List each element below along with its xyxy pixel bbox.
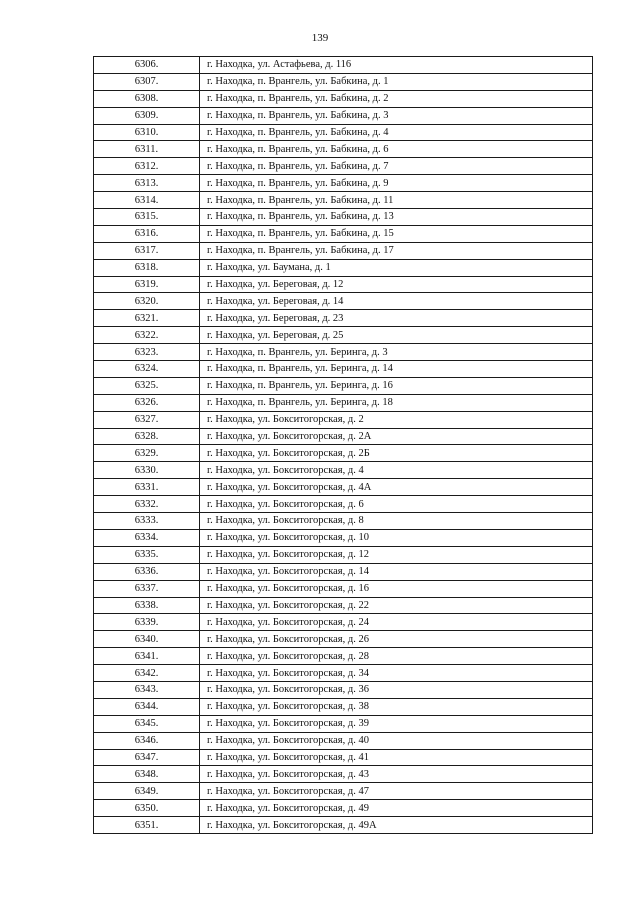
row-number: 6341. [94, 648, 200, 665]
row-number: 6336. [94, 563, 200, 580]
row-number: 6322. [94, 327, 200, 344]
row-address: г. Находка, ул. Бокситогорская, д. 6 [200, 496, 593, 513]
address-table [93, 56, 593, 834]
table-row [94, 344, 593, 361]
row-number: 6345. [94, 715, 200, 732]
row-number: 6314. [94, 192, 200, 209]
row-number: 6335. [94, 546, 200, 563]
table-row [94, 597, 593, 614]
row-address: г. Находка, п. Врангель, ул. Бабкина, д. 17 [200, 242, 593, 259]
row-number: 6324. [94, 361, 200, 378]
table-row [94, 580, 593, 597]
table-row [94, 513, 593, 530]
table-row [94, 327, 593, 344]
row-number: 6313. [94, 175, 200, 192]
row-address: г. Находка, ул. Баумана, д. 1 [200, 259, 593, 276]
row-number: 6346. [94, 732, 200, 749]
row-number: 6333. [94, 513, 200, 530]
row-address: г. Находка, п. Врангель, ул. Беринга, д. 18 [200, 394, 593, 411]
row-address: г. Находка, ул. Бокситогорская, д. 12 [200, 546, 593, 563]
row-number: 6309. [94, 107, 200, 124]
table-row [94, 293, 593, 310]
address-table-body [94, 57, 593, 834]
table-row [94, 479, 593, 496]
table-row [94, 681, 593, 698]
row-address: г. Находка, ул. Бокситогорская, д. 28 [200, 648, 593, 665]
table-row [94, 529, 593, 546]
row-number: 6332. [94, 496, 200, 513]
row-address: г. Находка, ул. Бокситогорская, д. 16 [200, 580, 593, 597]
row-address: г. Находка, п. Врангель, ул. Беринга, д. 14 [200, 361, 593, 378]
row-address: г. Находка, п. Врангель, ул. Бабкина, д. 7 [200, 158, 593, 175]
table-row [94, 496, 593, 513]
table-row [94, 158, 593, 175]
row-address: г. Находка, ул. Бокситогорская, д. 2А [200, 428, 593, 445]
row-number: 6348. [94, 766, 200, 783]
table-row [94, 800, 593, 817]
table-row [94, 715, 593, 732]
table-row [94, 141, 593, 158]
row-address: г. Находка, ул. Бокситогорская, д. 41 [200, 749, 593, 766]
table-row [94, 242, 593, 259]
row-number: 6330. [94, 462, 200, 479]
row-address: г. Находка, ул. Бокситогорская, д. 2 [200, 411, 593, 428]
table-row [94, 766, 593, 783]
row-number: 6310. [94, 124, 200, 141]
row-address: г. Находка, ул. Бокситогорская, д. 38 [200, 698, 593, 715]
row-number: 6317. [94, 242, 200, 259]
row-address: г. Находка, ул. Бокситогорская, д. 4 [200, 462, 593, 479]
row-number: 6351. [94, 817, 200, 834]
table-row [94, 276, 593, 293]
table-row [94, 732, 593, 749]
row-number: 6331. [94, 479, 200, 496]
row-address: г. Находка, ул. Береговая, д. 12 [200, 276, 593, 293]
row-address: г. Находка, п. Врангель, ул. Бабкина, д. 2 [200, 90, 593, 107]
table-row [94, 259, 593, 276]
row-number: 6320. [94, 293, 200, 310]
row-address: г. Находка, п. Врангель, ул. Беринга, д. 16 [200, 377, 593, 394]
row-number: 6311. [94, 141, 200, 158]
row-number: 6316. [94, 225, 200, 242]
row-number: 6327. [94, 411, 200, 428]
table-row [94, 192, 593, 209]
row-address: г. Находка, ул. Бокситогорская, д. 47 [200, 783, 593, 800]
table-row [94, 90, 593, 107]
table-row [94, 73, 593, 90]
row-number: 6308. [94, 90, 200, 107]
table-row [94, 428, 593, 445]
row-number: 6321. [94, 310, 200, 327]
row-address: г. Находка, ул. Бокситогорская, д. 49 [200, 800, 593, 817]
table-row [94, 225, 593, 242]
row-address: г. Находка, ул. Бокситогорская, д. 34 [200, 665, 593, 682]
row-number: 6323. [94, 344, 200, 361]
row-address: г. Находка, ул. Бокситогорская, д. 22 [200, 597, 593, 614]
table-row [94, 377, 593, 394]
row-address: г. Находка, ул. Бокситогорская, д. 2Б [200, 445, 593, 462]
row-address: г. Находка, ул. Бокситогорская, д. 26 [200, 631, 593, 648]
table-row [94, 563, 593, 580]
page-number: 139 [311, 32, 329, 44]
table-row [94, 462, 593, 479]
row-number: 6307. [94, 73, 200, 90]
table-row [94, 614, 593, 631]
row-address: г. Находка, п. Врангель, ул. Бабкина, д. 13 [200, 209, 593, 226]
table-row [94, 648, 593, 665]
row-number: 6334. [94, 529, 200, 546]
row-number: 6344. [94, 698, 200, 715]
table-row [94, 698, 593, 715]
row-address: г. Находка, п. Врангель, ул. Бабкина, д. 1 [200, 73, 593, 90]
row-address: г. Находка, ул. Береговая, д. 25 [200, 327, 593, 344]
row-address: г. Находка, ул. Береговая, д. 23 [200, 310, 593, 327]
row-number: 6350. [94, 800, 200, 817]
row-number: 6325. [94, 377, 200, 394]
row-number: 6349. [94, 783, 200, 800]
row-number: 6340. [94, 631, 200, 648]
table-row [94, 394, 593, 411]
row-address: г. Находка, ул. Бокситогорская, д. 49А [200, 817, 593, 834]
table-row [94, 445, 593, 462]
row-number: 6306. [94, 57, 200, 74]
table-row [94, 310, 593, 327]
row-number: 6347. [94, 749, 200, 766]
row-address: г. Находка, ул. Бокситогорская, д. 39 [200, 715, 593, 732]
table-row [94, 107, 593, 124]
row-number: 6343. [94, 681, 200, 698]
table-row [94, 665, 593, 682]
row-address: г. Находка, ул. Бокситогорская, д. 8 [200, 513, 593, 530]
row-address: г. Находка, п. Врангель, ул. Бабкина, д. 11 [200, 192, 593, 209]
row-address: г. Находка, ул. Астафьева, д. 116 [200, 57, 593, 74]
row-number: 6342. [94, 665, 200, 682]
row-address: г. Находка, п. Врангель, ул. Бабкина, д. 4 [200, 124, 593, 141]
table-row [94, 411, 593, 428]
row-address: г. Находка, п. Врангель, ул. Бабкина, д. 9 [200, 175, 593, 192]
table-row [94, 175, 593, 192]
table-row [94, 817, 593, 834]
row-address: г. Находка, ул. Бокситогорская, д. 40 [200, 732, 593, 749]
table-row [94, 783, 593, 800]
row-address: г. Находка, ул. Бокситогорская, д. 14 [200, 563, 593, 580]
table-row [94, 209, 593, 226]
table-row [94, 57, 593, 74]
table-row [94, 546, 593, 563]
row-number: 6318. [94, 259, 200, 276]
row-number: 6312. [94, 158, 200, 175]
row-number: 6338. [94, 597, 200, 614]
row-number: 6328. [94, 428, 200, 445]
row-address: г. Находка, п. Врангель, ул. Бабкина, д. 15 [200, 225, 593, 242]
row-number: 6337. [94, 580, 200, 597]
row-number: 6329. [94, 445, 200, 462]
table-row [94, 749, 593, 766]
row-number: 6319. [94, 276, 200, 293]
row-address: г. Находка, ул. Бокситогорская, д. 43 [200, 766, 593, 783]
table-row [94, 361, 593, 378]
row-number: 6315. [94, 209, 200, 226]
row-address: г. Находка, ул. Бокситогорская, д. 36 [200, 681, 593, 698]
row-address: г. Находка, ул. Бокситогорская, д. 4А [200, 479, 593, 496]
row-address: г. Находка, ул. Бокситогорская, д. 10 [200, 529, 593, 546]
row-number: 6326. [94, 394, 200, 411]
row-address: г. Находка, п. Врангель, ул. Беринга, д. 3 [200, 344, 593, 361]
row-address: г. Находка, ул. Береговая, д. 14 [200, 293, 593, 310]
table-row [94, 124, 593, 141]
table-row [94, 631, 593, 648]
row-address: г. Находка, п. Врангель, ул. Бабкина, д. 3 [200, 107, 593, 124]
row-number: 6339. [94, 614, 200, 631]
row-address: г. Находка, п. Врангель, ул. Бабкина, д. 6 [200, 141, 593, 158]
row-address: г. Находка, ул. Бокситогорская, д. 24 [200, 614, 593, 631]
